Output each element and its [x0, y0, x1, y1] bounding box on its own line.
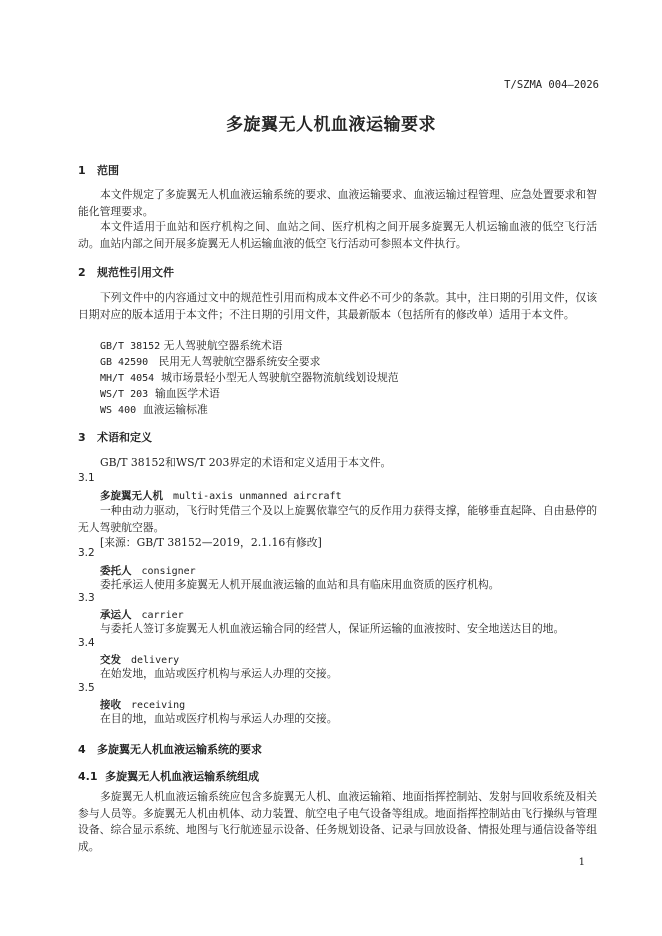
- section-3-number: 3: [78, 431, 86, 444]
- term-number: 3.1: [78, 472, 95, 484]
- section-4-title: 多旋翼无人机血液运输系统的要求: [97, 743, 262, 756]
- term-heading: [100, 697, 185, 712]
- section-2-paragraph-1: 下列文件中的内容通过文中的规范性引用而构成本文件必不可少的条款。其中，注日期的引用文件，仅该日期对应的版本适用于本文件；不注日期的引用文件，其最新版本（包括所有的修改单）适用于本文件。: [78, 291, 597, 321]
- page-number: 1: [578, 857, 585, 868]
- reference-item: [100, 402, 208, 420]
- reference-name: 城市场景轻小型无人驾驶航空器物流航线划设规范: [161, 371, 399, 384]
- term-chinese: 交发: [100, 654, 121, 666]
- term-number: 3.5: [78, 682, 95, 694]
- term-chinese: 接收: [100, 699, 121, 711]
- section-4-heading: [78, 741, 262, 757]
- section-4-number: 4: [78, 743, 86, 756]
- reference-code: MH/T 4054: [100, 373, 155, 384]
- reference-item: [100, 386, 220, 404]
- section-1-paragraph-1: 本文件规定了多旋翼无人机血液运输系统的要求、血液运输要求、血液运输过程管理、应急处置要求和智能化管理要求。: [78, 188, 597, 218]
- term-definition: 委托承运人使用多旋翼无人机开展血液运输的血站和具有临床用血资质的医疗机构。: [100, 578, 500, 591]
- term-heading: [100, 488, 342, 503]
- reference-name: 无人驾驶航空器系统术语: [163, 339, 283, 352]
- reference-item: [100, 354, 320, 372]
- section-2-heading: [78, 264, 174, 280]
- section-1-number: 1: [78, 164, 86, 177]
- reference-code: GB 42590: [100, 357, 149, 368]
- term-number: 3.4: [78, 637, 95, 649]
- section-2-title: 规范性引用文件: [97, 266, 174, 279]
- term-english: multi-axis unmanned aircraft: [173, 491, 342, 502]
- reference-item: [100, 370, 399, 388]
- term-number: 3.2: [78, 547, 95, 559]
- section-4-paragraph-1: 多旋翼无人机血液运输系统应包含多旋翼无人机、血液运输箱、地面指挥控制站、发射与回收系统及相关参与人员等。多旋翼无人机由机体、动力装置、航空电子电气设备等组成。地面指挥控制站由飞行操纵与管理设备、综合显示系统、地图与飞行航迹显示设备、任务规划设备、记录与回放设备、情报处理与通信设备等组成。: [78, 790, 597, 853]
- term-chinese: 委托人: [100, 565, 132, 577]
- term-definition: 在始发地，血站或医疗机构与承运人办理的交接。: [100, 667, 338, 680]
- term-definition: 在目的地，血站或医疗机构与承运人办理的交接。: [100, 712, 338, 725]
- term-heading: [100, 607, 184, 622]
- term-english: consigner: [141, 566, 196, 577]
- term-english: carrier: [141, 610, 184, 621]
- subsection-4-1-number: 4.1: [78, 770, 98, 783]
- term-chinese: 承运人: [100, 609, 132, 621]
- section-3-heading: [78, 429, 152, 445]
- term-english: delivery: [131, 655, 180, 666]
- reference-name: 输血医学术语: [155, 387, 220, 400]
- term-definition: 一种由动力驱动，飞行时凭借三个及以上旋翼依靠空气的反作用力获得支撑，能够垂直起降、自由悬停的无人驾驶航空器。: [78, 504, 597, 534]
- term-number: 3.3: [78, 592, 95, 604]
- section-1-heading: [78, 162, 119, 178]
- reference-code: WS/T 203: [100, 389, 149, 400]
- term-definition: 与委托人签订多旋翼无人机血液运输合同的经营人，保证所运输的血液按时、安全地送达目的地。: [100, 622, 565, 635]
- reference-item: [100, 338, 282, 356]
- term-heading: [100, 652, 179, 667]
- reference-code: GB/T 38152: [100, 341, 161, 352]
- subsection-4-1-title: 多旋翼无人机血液运输系统组成: [105, 770, 260, 783]
- reference-name: 民用无人驾驶航空器系统安全要求: [158, 355, 321, 368]
- reference-name: 血液运输标准: [143, 403, 208, 416]
- section-3-title: 术语和定义: [97, 431, 152, 444]
- standard-number: T/SZMA 004—2026: [504, 79, 599, 91]
- section-2-number: 2: [78, 266, 86, 279]
- term-chinese: 多旋翼无人机: [100, 490, 163, 502]
- section-3-intro: GB/T 38152和WS/T 203界定的术语和定义适用于本文件。: [100, 456, 392, 469]
- term-source: [来源：GB/T 38152—2019，2.1.16有修改]: [100, 536, 322, 549]
- term-english: receiving: [131, 700, 186, 711]
- section-1-paragraph-2: 本文件适用于血站和医疗机构之间、血站之间、医疗机构之间开展多旋翼无人机运输血液的低空飞行活动。血站内部之间开展多旋翼无人机运输血液的低空飞行活动可参照本文件执行。: [78, 220, 597, 250]
- section-1-title: 范围: [97, 164, 119, 177]
- document-title: 多旋翼无人机血液运输要求: [226, 115, 436, 135]
- subsection-4-1-heading: [78, 768, 259, 784]
- reference-code: WS 400: [100, 405, 137, 416]
- term-heading: [100, 563, 196, 578]
